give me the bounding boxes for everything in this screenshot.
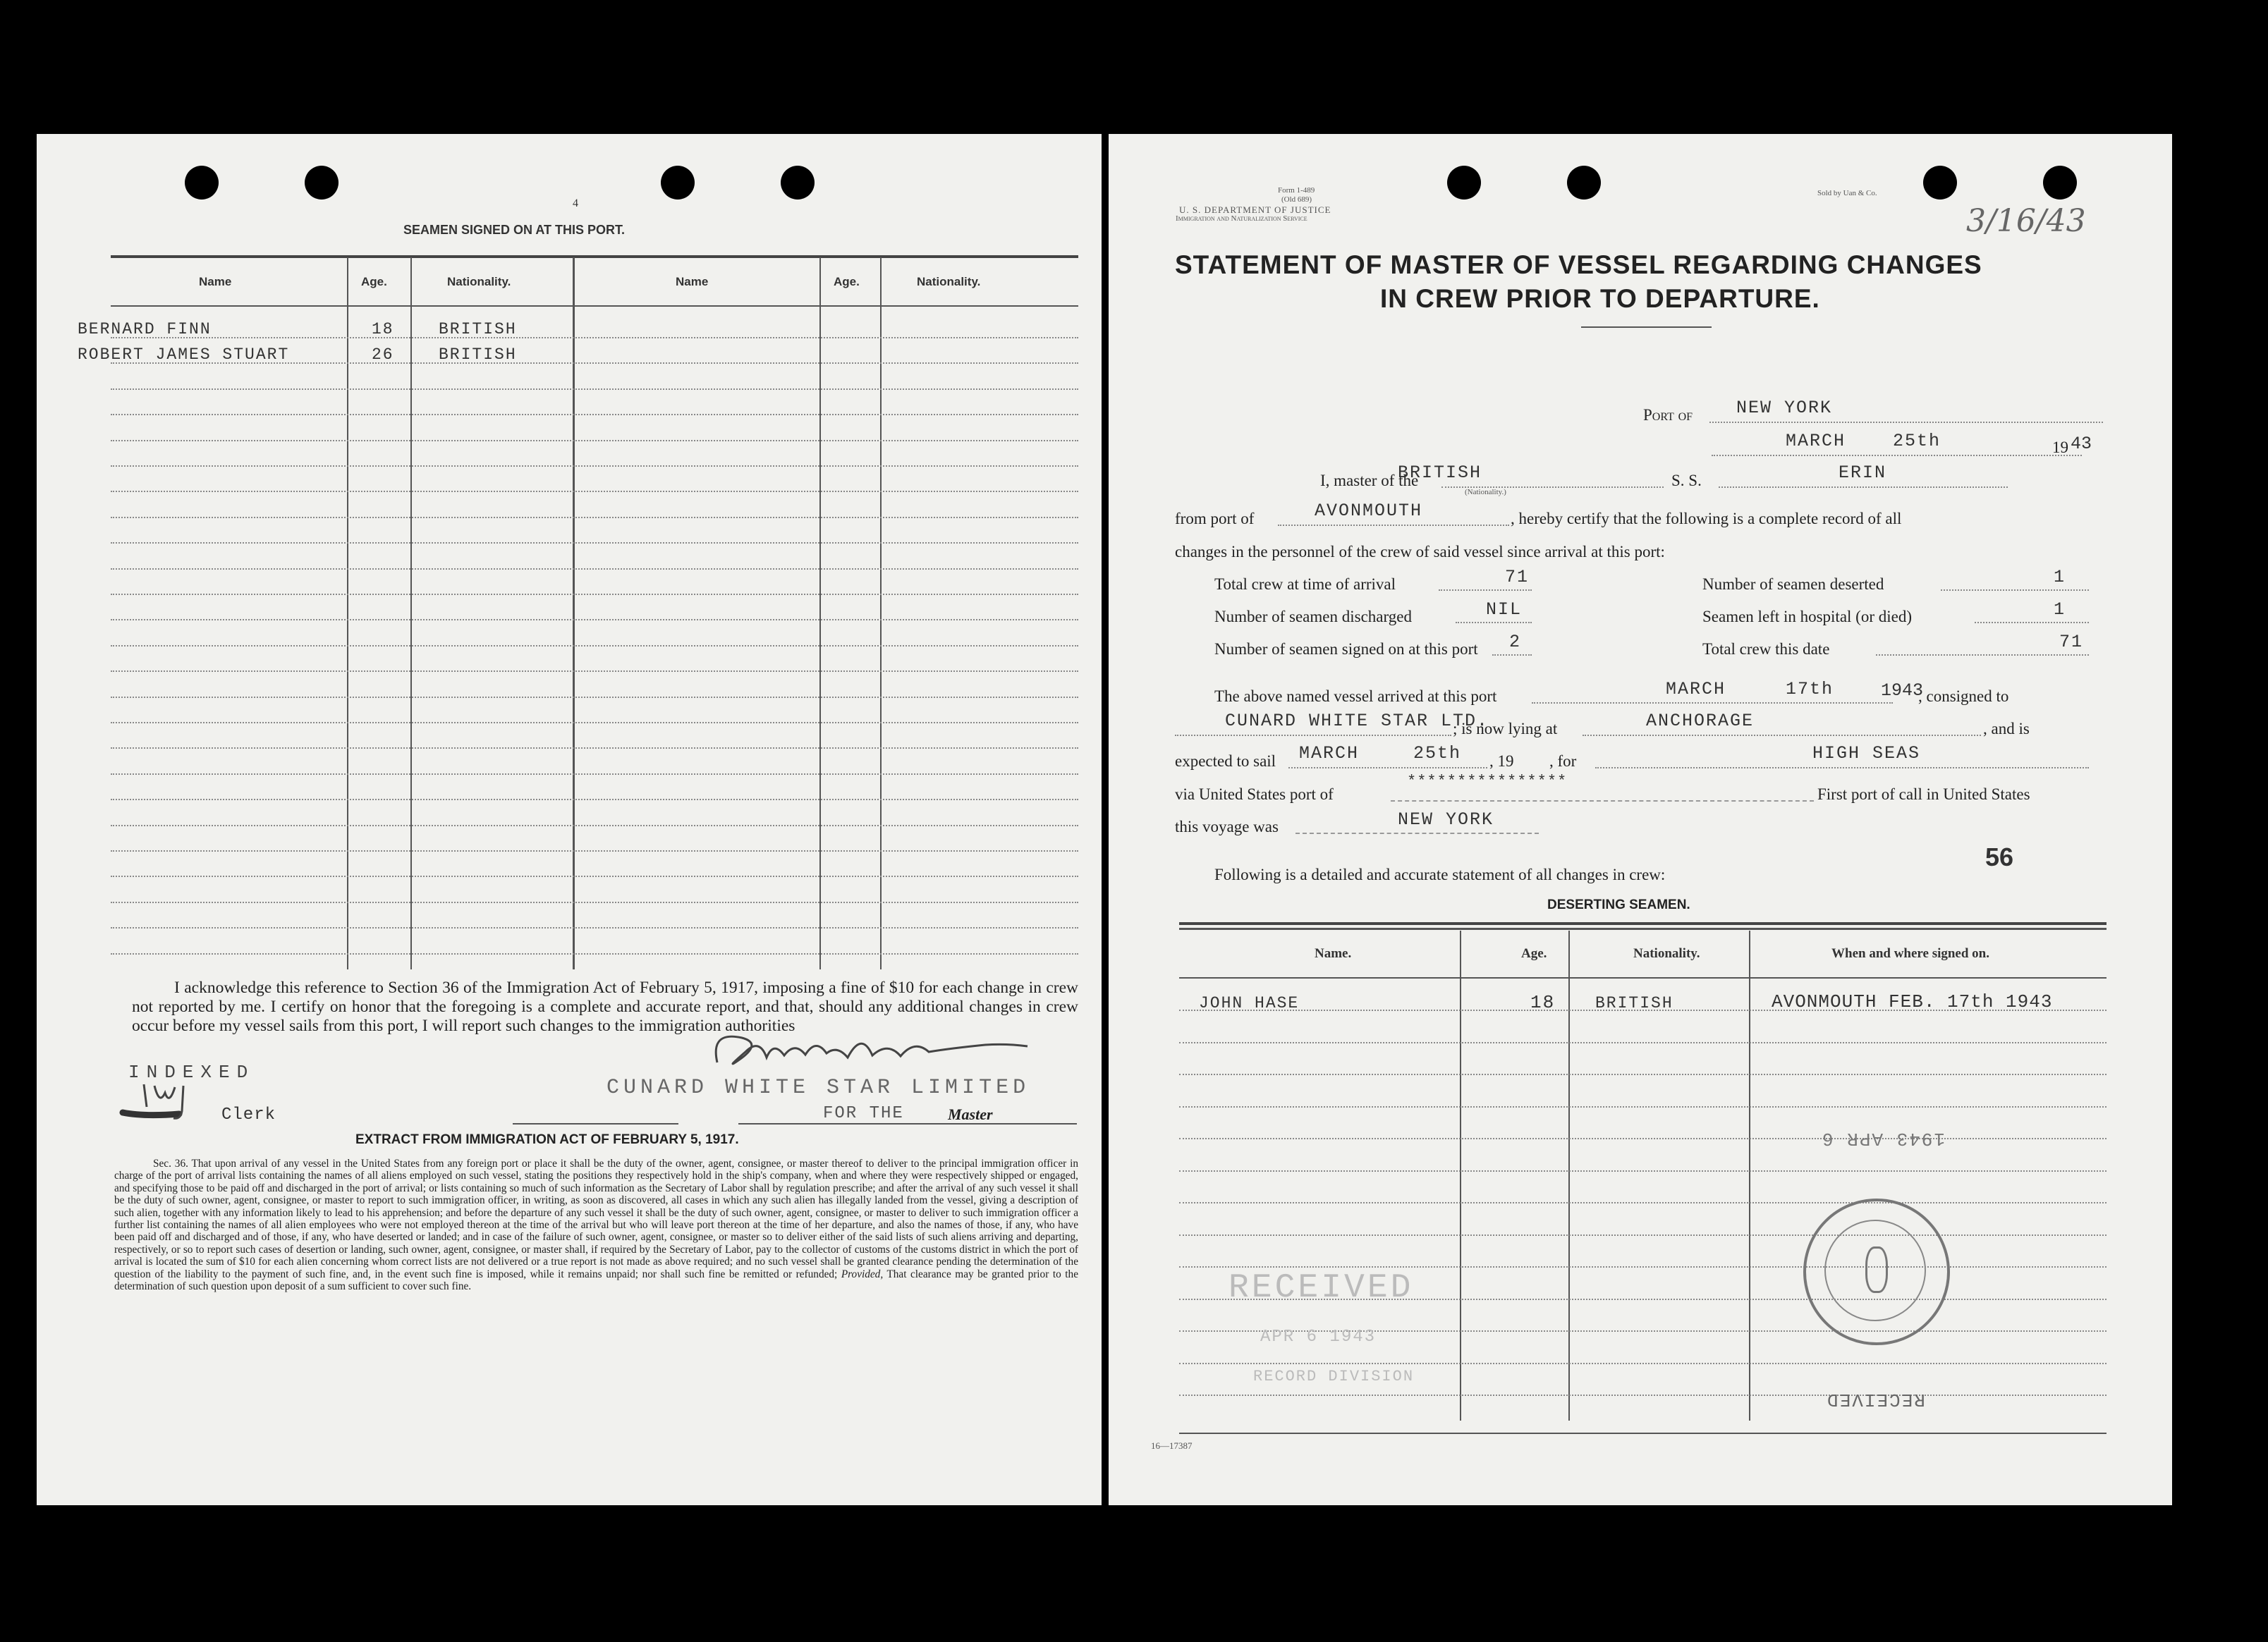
discharged-value: NIL [1486, 599, 1523, 620]
deserted-value: 1 [2054, 567, 2066, 587]
via-label: via United States port of [1175, 785, 1334, 803]
lying-at-value: ANCHORAGE [1646, 711, 1755, 731]
stat-line [1876, 654, 2089, 656]
port-value: NEW YORK [1736, 398, 1833, 418]
col-header-age: Age. [834, 275, 860, 288]
port-line [1709, 422, 2103, 423]
via-line [1391, 800, 1814, 802]
row-rule [1179, 1042, 2107, 1043]
table-header-rule [1179, 977, 2107, 979]
certify-text: , hereby certify that the following is a complete record of all [1511, 510, 1902, 527]
crew-nationality: BRITISH [439, 345, 517, 364]
changes-text: changes in the personnel of the crew of said vessel since arrival at this port: [1175, 543, 1665, 560]
table-top-rule [1179, 922, 2107, 925]
row-rule [111, 747, 1078, 749]
vessel-line [1719, 486, 2008, 488]
extract-body [114, 1158, 1078, 1292]
hospital-value: 1 [2054, 599, 2066, 620]
total-arrival-label: Total crew at time of arrival [1214, 575, 1396, 593]
nationality-value: BRITISH [1398, 462, 1482, 483]
row-rule [1179, 1138, 2107, 1139]
stat-line [1975, 622, 2089, 623]
deserted-label: Number of seamen deserted [1702, 575, 1884, 593]
row-rule [111, 876, 1078, 877]
crew-name: BERNARD FINN [78, 320, 212, 338]
row-rule [1179, 1363, 2107, 1364]
row-rule [111, 619, 1078, 620]
col-header-nationality: Nationality. [917, 275, 981, 288]
row-rule [111, 542, 1078, 544]
deserter-age: 18 [1530, 992, 1556, 1013]
row-rule [111, 337, 1078, 338]
clerk-initials [116, 1072, 221, 1121]
form-number: Form 1-489 [1278, 186, 1315, 195]
punch-hole [2043, 166, 2077, 200]
table-top-rule [111, 255, 1078, 258]
crew-age: 18 [372, 320, 394, 338]
row-rule [1179, 1266, 2107, 1268]
col-header-nationality: Nationality. [1633, 946, 1700, 961]
clerk-label: Clerk [221, 1105, 276, 1125]
col-divider [410, 257, 412, 969]
col-divider [819, 257, 821, 969]
total-arrival-value: 71 [1505, 567, 1530, 587]
left-page [37, 134, 1102, 1505]
row-rule [111, 773, 1078, 775]
lying-at-label: ; is now lying at [1453, 720, 1558, 737]
nationality-caption: (Nationality.) [1465, 488, 1506, 496]
row-rule [111, 953, 1078, 955]
punch-hole [1567, 166, 1601, 200]
sail-year-prefix: , 19 [1489, 752, 1514, 770]
col-header-age: Age. [361, 275, 387, 288]
crew-age: 26 [372, 345, 394, 364]
for-the-stamp: FOR THE [823, 1104, 904, 1123]
col-header-name: Name. [1315, 946, 1352, 961]
year-suffix: 43 [2071, 434, 2092, 454]
deserter-name: JOHN HASE [1199, 994, 1300, 1012]
lying-at-line [1583, 735, 1981, 736]
sail-date-line [1288, 767, 1487, 768]
stat-line [1439, 589, 1532, 591]
service: Immigration and Naturalization Service [1176, 214, 1307, 223]
row-rule [111, 799, 1078, 800]
col-divider [1568, 931, 1570, 1421]
destination-value: HIGH SEAS [1812, 743, 1921, 764]
clerk-signature-line [513, 1123, 678, 1125]
crew-name: ROBERT JAMES STUART [78, 345, 290, 364]
footer-code: 16—17387 [1151, 1440, 1193, 1451]
consignee-line [1175, 735, 1451, 736]
row-rule [111, 414, 1078, 415]
master-signature-line [738, 1123, 1077, 1125]
and-is-label: , and is [1983, 720, 2030, 737]
row-rule [1179, 1074, 2107, 1075]
col-header-name: Name [676, 275, 709, 288]
section-title: SEAMEN SIGNED ON AT THIS PORT. [403, 223, 626, 237]
row-rule [1179, 1234, 2107, 1236]
old-form-number: (Old 689) [1281, 195, 1312, 204]
row-rule [1179, 1106, 2107, 1108]
table-header-rule [111, 305, 1078, 307]
row-rule [1179, 1202, 2107, 1203]
col-header-age: Age. [1521, 946, 1547, 961]
table-bottom-rule [1179, 1433, 2107, 1434]
form-title-line1: STATEMENT OF MASTER OF VESSEL REGARDING CHANGES [1175, 250, 1982, 279]
row-rule [111, 568, 1078, 570]
extract-tail: That clearance may be granted prior to the determination of such question upon deposit of a sum sufficient to cover such fine. [114, 1268, 1078, 1293]
col-divider [573, 257, 575, 969]
row-rule [111, 517, 1078, 518]
for-label: , for [1549, 752, 1577, 770]
following-text: Following is a detailed and accurate statement of all changes in crew: [1214, 866, 1666, 883]
extract-text: That upon arrival of any vessel in the United States from any foreign port or place it shall be the duty of the owner, agent, consignee, or master thereof to deliver to the principal immigration officer in charge of the port of arrival lists containing the names of all aliens employed on such vessel, stating the positions they respectively hold in the ship's company, when and where they were respectively shipped or engaged, and specifying those to be paid off and discharged in the port of arrival; or lists containing so much of such information as the Secretary of Labor shall by regulation prescribe; and after the arrival of any such vessel it shall be the duty of such owner, agent, consignee, or master to report to such immigration officer, in writing, as soon as discovered, all cases in which any such alien has illegally landed from the vessel, giving a description of such alien, together with any information likely to lead to his apprehension; and before the departure of any such vessel it shall be the duty of such owner, agent, consignee, or master to deliver to such immigration officer a further list containing the names of all alien employees who were not employed thereon at the time of the arrival but who will leave port thereon at the time of her departure, and also the names of those, if any, who have been paid off and discharged and of those, if any, who have deserted or landed; and in case of the failure of such owner, agent, consignee, or master so to deliver either of the said lists of such aliens arriving and departing, respectively, or so to report such cases of desertion or landing, such owner, agent, consignee, or master shall, if required by the Secretary of Labor, pay to the collector of customs of the customs district in which the port of arrival is located the sum of $10 for each alien concerning whom correct lists are not delivered or a true report is not made as above required; and no such vessel shall be granted clearance pending the determination of the question of the liability to the payment of such fine, and, in the event such fine is imposed, while it remains unpaid; nor shall such fine be remitted or refunded; [114, 1158, 1078, 1280]
mirrored-received-stamp: RECEIVED [1826, 1389, 1925, 1410]
vessel-name: ERIN [1839, 462, 1887, 483]
stat-line [1456, 622, 1532, 623]
arrived-line [1532, 702, 1893, 704]
punch-hole [781, 166, 815, 200]
row-rule [111, 697, 1078, 698]
record-division-stamp: RECORD DIVISION [1253, 1368, 1415, 1385]
col-divider [1460, 931, 1461, 1421]
received-stamp: RECEIVED [1228, 1269, 1414, 1307]
ss-label: S. S. [1671, 472, 1702, 489]
row-rule [1179, 1170, 2107, 1172]
signed-on-label: Number of seamen signed on at this port [1214, 640, 1478, 658]
this-voyage-label: this voyage was [1175, 818, 1279, 835]
row-rule [1179, 1395, 2107, 1396]
col-header-signed-on: When and where signed on. [1831, 946, 1990, 961]
destination-line [1595, 767, 2089, 768]
master-label: Master [948, 1105, 993, 1123]
acknowledgement-text: I acknowledge this reference to Section 36 of the Immigration Act of February 5, 1917, imposing a fine of $10 for each change in crew not reported by me. I certify on honor that the foregoing is a complete and accurate report, and that, should any additional changes in crew occur before my vessel sails from this port, I will report such changes to the immigration authorities [132, 979, 1078, 1035]
crew-nationality: BRITISH [439, 320, 517, 338]
first-call-label: First port of call in United States [1817, 785, 2030, 803]
sec-label: Sec. 36. [153, 1158, 188, 1170]
arrived-day: 17th [1786, 679, 1834, 699]
year-prefix: 19 [2052, 439, 2068, 456]
col-divider [880, 257, 882, 969]
punch-hole [661, 166, 695, 200]
immigration-seal-stamp [1803, 1199, 1950, 1345]
punch-hole [305, 166, 339, 200]
arrived-year: 1943 [1881, 680, 1924, 701]
stat-line [1492, 654, 1532, 656]
col-divider [1749, 931, 1750, 1421]
punch-hole [1447, 166, 1481, 200]
arrived-text: The above named vessel arrived at this port [1214, 687, 1497, 705]
row-rule [111, 440, 1078, 441]
indexed-stamp: INDEXED [128, 1062, 255, 1083]
row-rule [111, 825, 1078, 826]
via-port-value: **************** [1407, 773, 1568, 790]
expected-label: expected to sail [1175, 752, 1276, 770]
discharged-label: Number of seamen discharged [1214, 608, 1412, 625]
signed-on-value: 2 [1509, 632, 1522, 652]
extract-title: EXTRACT FROM IMMIGRATION ACT OF FEBRUARY 5, 1917. [355, 1132, 739, 1147]
col-divider [347, 257, 348, 969]
port-of-label: Port of [1643, 406, 1693, 424]
row-rule [111, 594, 1078, 595]
deserter-nationality: BRITISH [1595, 994, 1673, 1012]
printer-note: Sold by Uan & Co. [1817, 189, 1877, 197]
row-rule [111, 388, 1078, 390]
from-port-label: from port of [1175, 510, 1255, 527]
page-number-stamp: 56 [1985, 843, 2014, 871]
hospital-label: Seamen left in hospital (or died) [1702, 608, 1913, 625]
handwritten-date: 3/16/43 [1966, 203, 2086, 239]
master-of-the-label: I, master of the [1320, 472, 1419, 489]
col-header-nationality: Nationality. [447, 275, 511, 288]
date-month: MARCH [1786, 431, 1846, 451]
title-rule [1581, 326, 1712, 328]
first-call-value: NEW YORK [1398, 809, 1494, 830]
total-date-label: Total crew this date [1702, 640, 1830, 658]
form-title-line2: IN CREW PRIOR TO DEPARTURE. [1380, 284, 1820, 313]
row-rule [111, 645, 1078, 647]
row-rule [111, 465, 1078, 467]
punch-hole [185, 166, 219, 200]
page-number: 4 [573, 197, 578, 209]
department: U. S. DEPARTMENT OF JUSTICE [1179, 204, 1331, 215]
date-day: 25th [1893, 431, 1941, 451]
arrived-month: MARCH [1666, 679, 1726, 699]
received-date-stamp: APR 6 1943 [1260, 1328, 1377, 1347]
row-rule [111, 670, 1078, 672]
from-port-value: AVONMOUTH [1315, 501, 1423, 521]
right-page [1109, 134, 2172, 1505]
row-rule [111, 850, 1078, 852]
row-rule [111, 902, 1078, 903]
provided-label: Provided, [841, 1268, 884, 1280]
mirrored-date-stamp: 1943 APR 6 [1821, 1128, 1946, 1149]
punch-hole [1923, 166, 1957, 200]
row-rule [111, 722, 1078, 723]
first-call-line [1295, 833, 1539, 834]
deserting-title: DESERTING SEAMEN. [1547, 897, 1690, 912]
col-header-name: Name [199, 275, 232, 288]
row-rule [111, 927, 1078, 929]
total-date-value: 71 [2059, 632, 2084, 652]
consigned-to-label: , consigned to [1918, 687, 2009, 705]
consignee-value: CUNARD WHITE STAR LTD. [1225, 711, 1489, 731]
master-signature [703, 1024, 1042, 1080]
company-stamp: CUNARD WHITE STAR LIMITED [606, 1076, 1030, 1100]
sail-day: 25th [1413, 743, 1462, 764]
from-port-line [1278, 525, 1509, 526]
deserter-signed-on: AVONMOUTH FEB. 17th 1943 [1772, 991, 2053, 1012]
date-line [1712, 455, 2082, 456]
row-rule [111, 491, 1078, 492]
stat-line [1941, 589, 2089, 591]
table-top-rule [1179, 928, 2107, 930]
sail-month: MARCH [1299, 743, 1360, 764]
